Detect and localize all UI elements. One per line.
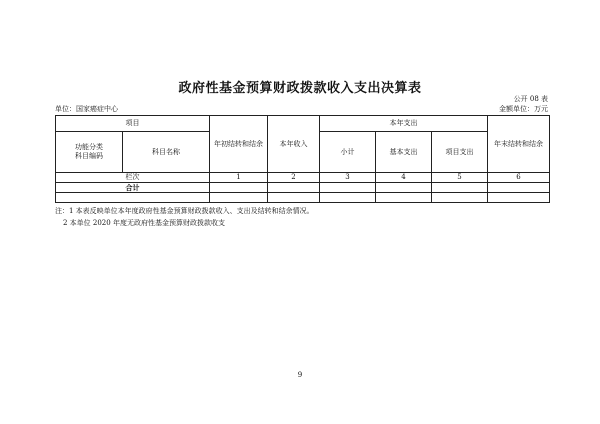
header-begin-balance: 年初结转和结余 (210, 116, 268, 173)
header-subtotal: 小计 (320, 132, 376, 173)
col-num: 1 (210, 173, 268, 183)
note-2: 2 本单位 2020 年度无政府性基金预算财政拨款收支 (63, 219, 225, 227)
amount-unit-label: 金额单位：万元 (499, 105, 548, 113)
col-num: 4 (376, 173, 432, 183)
table-cell (432, 193, 488, 203)
table-cell (488, 193, 550, 203)
table-cell (320, 183, 376, 193)
header-subject-name: 科目名称 (123, 132, 210, 173)
header-project: 项目 (56, 116, 210, 132)
total-label: 合计 (56, 183, 210, 193)
note-1: 注：1 本表反映单位本年度政府性基金预算财政拨款收入、支出及结转和结余情况。 (55, 207, 314, 215)
empty-row (56, 193, 550, 203)
col-num: 5 (432, 173, 488, 183)
header-project-exp: 项目支出 (432, 132, 488, 173)
table-cell (376, 193, 432, 203)
header-income: 本年收入 (268, 116, 320, 173)
table-cell (210, 193, 268, 203)
total-row (56, 183, 550, 193)
col-num: 2 (268, 173, 320, 183)
form-number: 公开 08 表 (513, 95, 548, 103)
table-cell (488, 183, 550, 193)
col-num: 6 (488, 173, 550, 183)
table-cell (268, 183, 320, 193)
column-label: 栏次 (56, 173, 210, 183)
table-title: 政府性基金预算财政拨款收入支出决算表 (178, 81, 422, 96)
header-row-1 (56, 116, 550, 132)
header-subject-code-label: 科目编码 (75, 152, 103, 160)
table-cell (210, 183, 268, 193)
table-cell (376, 183, 432, 193)
table-cell (320, 193, 376, 203)
col-num: 3 (320, 173, 376, 183)
header-function-class (56, 132, 123, 173)
table-cell (268, 193, 320, 203)
header-basic-exp: 基本支出 (376, 132, 432, 173)
header-func-class-label: 功能分类 (75, 143, 103, 151)
table-cell (432, 183, 488, 193)
header-expenditure: 本年支出 (320, 116, 488, 132)
page-number: 9 (297, 371, 303, 379)
header-end-balance: 年末结转和结余 (488, 116, 550, 173)
unit-label: 单位：国家癌症中心 (55, 105, 118, 113)
table-cell (56, 193, 210, 203)
budget-table (55, 115, 550, 203)
column-number-row (56, 173, 550, 183)
